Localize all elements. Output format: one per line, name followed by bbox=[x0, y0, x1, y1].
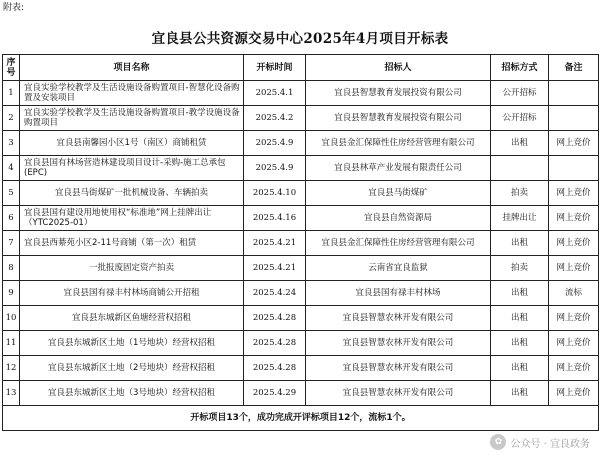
cell-time: 2025.4.9 bbox=[244, 131, 306, 156]
cell-method: 挂牌出让 bbox=[491, 206, 549, 231]
cell-time: 2025.4.2 bbox=[244, 106, 306, 131]
cell-remark: 网上竞价 bbox=[549, 181, 599, 206]
cell-seq: 5 bbox=[3, 181, 20, 206]
cell-tenderer: 宜良县智慧农林开发有限公司 bbox=[306, 306, 491, 331]
bid-opening-table bbox=[2, 54, 599, 431]
cell-project: 一批报废固定资产拍卖 bbox=[20, 256, 244, 281]
cell-seq: 1 bbox=[3, 81, 20, 106]
cell-tenderer: 宜良县马街煤矿 bbox=[306, 181, 491, 206]
table-row bbox=[3, 281, 599, 306]
col-header-project: 项目名称 bbox=[20, 55, 244, 81]
cell-remark bbox=[549, 156, 599, 181]
cell-project: 宜良县马街煤矿一批机械设备、车辆拍卖 bbox=[20, 181, 244, 206]
table-row bbox=[3, 256, 599, 281]
cell-remark: 网上竞价 bbox=[549, 206, 599, 231]
cell-time: 2025.4.28 bbox=[244, 356, 306, 381]
table-row bbox=[3, 156, 599, 181]
cell-seq: 3 bbox=[3, 131, 20, 156]
cell-time: 2025.4.1 bbox=[244, 81, 306, 106]
cell-method: 拍卖 bbox=[491, 256, 549, 281]
cell-remark bbox=[549, 81, 599, 106]
cell-remark: 网上竞价 bbox=[549, 331, 599, 356]
cell-method: 出租 bbox=[491, 131, 549, 156]
cell-method: 出租 bbox=[491, 356, 549, 381]
cell-remark bbox=[549, 106, 599, 131]
cell-method: 公开招标 bbox=[491, 106, 549, 131]
cell-project: 宜良县国有禄丰村林场商铺公开招租 bbox=[20, 281, 244, 306]
cell-remark: 网上竞价 bbox=[549, 356, 599, 381]
cell-method: 出租 bbox=[491, 331, 549, 356]
cell-time: 2025.4.16 bbox=[244, 206, 306, 231]
table-row bbox=[3, 306, 599, 331]
cell-time: 2025.4.28 bbox=[244, 331, 306, 356]
cell-seq: 6 bbox=[3, 206, 20, 231]
cell-seq: 8 bbox=[3, 256, 20, 281]
cell-method: 出租 bbox=[491, 381, 549, 406]
cell-tenderer: 宜良县智慧教育发展投资有限公司 bbox=[306, 81, 491, 106]
cell-tenderer: 云南省宜良监狱 bbox=[306, 256, 491, 281]
cell-tenderer: 宜良县自然资源局 bbox=[306, 206, 491, 231]
cell-time: 2025.4.21 bbox=[244, 231, 306, 256]
table-row bbox=[3, 356, 599, 381]
cell-time: 2025.4.21 bbox=[244, 256, 306, 281]
cell-remark: 网上竞价 bbox=[549, 131, 599, 156]
cell-seq: 12 bbox=[3, 356, 20, 381]
cell-tenderer: 宜良县智慧教育发展投资有限公司 bbox=[306, 106, 491, 131]
cell-method: 出租 bbox=[491, 281, 549, 306]
table-row bbox=[3, 331, 599, 356]
cell-seq: 4 bbox=[3, 156, 20, 181]
cell-method: 拍卖 bbox=[491, 181, 549, 206]
cell-project: 宜良县国有建设用地使用权“标准地”网上挂牌出让（YTC2025-01） bbox=[20, 206, 244, 231]
attachment-label: 附表: bbox=[3, 3, 25, 13]
cell-method: 出租 bbox=[491, 231, 549, 256]
page-title: 宜良县公共资源交易中心2025年4月项目开标表 bbox=[151, 31, 449, 47]
cell-remark: 流标 bbox=[549, 281, 599, 306]
col-header-remark: 备注 bbox=[549, 55, 599, 81]
cell-method: 公开招标 bbox=[491, 81, 549, 106]
cell-method bbox=[491, 156, 549, 181]
cell-seq: 2 bbox=[3, 106, 20, 131]
table-header-row bbox=[3, 55, 599, 81]
cell-time: 2025.4.10 bbox=[244, 181, 306, 206]
cell-tenderer: 宜良县金汇保障性住房经营管理有限公司 bbox=[306, 231, 491, 256]
cell-project: 宜良县东城新区土地（1号地块）经营权招租 bbox=[20, 331, 244, 356]
cell-time: 2025.4.24 bbox=[244, 281, 306, 306]
cell-seq: 7 bbox=[3, 231, 20, 256]
cell-seq: 13 bbox=[3, 381, 20, 406]
table-row bbox=[3, 106, 599, 131]
col-header-tenderer: 招标人 bbox=[306, 55, 491, 81]
cell-tenderer: 宜良县智慧农林开发有限公司 bbox=[306, 331, 491, 356]
cell-project: 宜良实验学校教学及生活设施设备购置项目-智慧化设备购置及安装项目 bbox=[20, 81, 244, 106]
cell-remark: 网上竞价 bbox=[549, 306, 599, 331]
cell-project: 宜良县国有林场营造林建设项目设计-采购-施工总承包(EPC) bbox=[20, 156, 244, 181]
watermark-text: 公众号 · 宜良政务 bbox=[510, 438, 590, 450]
cell-seq: 10 bbox=[3, 306, 20, 331]
col-header-open-time: 开标时间 bbox=[244, 55, 306, 81]
table-row bbox=[3, 206, 599, 231]
cell-remark: 网上竞价 bbox=[549, 381, 599, 406]
table-row bbox=[3, 81, 599, 106]
watermark bbox=[490, 434, 590, 450]
col-header-method: 招标方式 bbox=[491, 55, 549, 81]
table-row bbox=[3, 131, 599, 156]
cell-tenderer: 宜良县国有禄丰村林场 bbox=[306, 281, 491, 306]
wechat-icon: ✿ bbox=[490, 434, 506, 450]
table-row bbox=[3, 381, 599, 406]
cell-project: 宜良县东城新区鱼塘经营权招租 bbox=[20, 306, 244, 331]
summary-text: 开标项目13个，成功完成开评标项目12个，流标1个。 bbox=[3, 406, 599, 431]
cell-remark: 网上竞价 bbox=[549, 256, 599, 281]
cell-project: 宜良县西綦苑小区2-11号商铺（第一次）租赁 bbox=[20, 231, 244, 256]
cell-project: 宜良县南馨园小区1号（南区）商铺租赁 bbox=[20, 131, 244, 156]
cell-time: 2025.4.29 bbox=[244, 381, 306, 406]
cell-seq: 9 bbox=[3, 281, 20, 306]
cell-tenderer: 宜良县金汇保障性住房经营管理有限公司 bbox=[306, 131, 491, 156]
col-header-seq: 序号 bbox=[3, 55, 20, 81]
cell-tenderer: 宜良县智慧农林开发有限公司 bbox=[306, 356, 491, 381]
cell-method: 出租 bbox=[491, 306, 549, 331]
cell-tenderer: 宜良县林草产业发展有限责任公司 bbox=[306, 156, 491, 181]
table-row bbox=[3, 181, 599, 206]
cell-time: 2025.4.28 bbox=[244, 306, 306, 331]
table-row bbox=[3, 231, 599, 256]
table-footer-row bbox=[3, 406, 599, 431]
cell-project: 宜良县东城新区土地（2号地块）经营权招租 bbox=[20, 356, 244, 381]
cell-time: 2025.4.9 bbox=[244, 156, 306, 181]
cell-seq: 11 bbox=[3, 331, 20, 356]
cell-project: 宜良县东城新区土地（3号地块）经营权招租 bbox=[20, 381, 244, 406]
cell-tenderer: 宜良县智慧农林开发有限公司 bbox=[306, 381, 491, 406]
cell-remark: 网上竞价 bbox=[549, 231, 599, 256]
cell-project: 宜良实验学校教学及生活设施设备购置项目-教学设施设备购置项目 bbox=[20, 106, 244, 131]
